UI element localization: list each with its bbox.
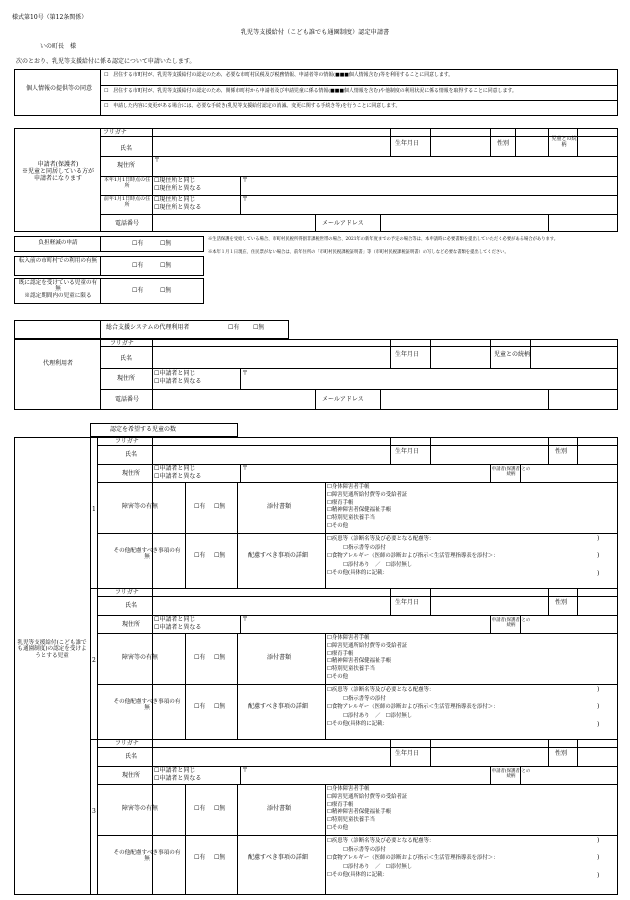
- child-care-no[interactable]: ☐無: [214, 552, 226, 559]
- rule-line: [325, 633, 326, 739]
- child-furigana-label: フリガナ: [115, 589, 139, 596]
- rule-line: [548, 389, 549, 410]
- child-care-line[interactable]: ☐添付あり ／ ☐添付無し: [327, 863, 413, 870]
- rule-line: [100, 214, 618, 215]
- child-address-label: 現住所: [122, 772, 141, 779]
- rule-line: [100, 339, 101, 410]
- child-disability-no[interactable]: ☐無: [214, 805, 226, 812]
- child-address-label: 現住所: [122, 621, 141, 628]
- paren: ): [597, 535, 600, 542]
- child-care-line[interactable]: ☐指示書等の添付: [327, 544, 386, 551]
- proxy-table: [14, 339, 618, 410]
- proxy-mail-label: メールアドレス: [322, 396, 364, 403]
- rule-line: [380, 389, 381, 410]
- postal-mark: 〒: [242, 465, 249, 472]
- rule-line: [515, 128, 516, 156]
- rule-line: [240, 368, 241, 389]
- applicant-name-label: 氏名: [120, 145, 133, 152]
- rule-line: [315, 214, 316, 232]
- child-doc-checkbox[interactable]: ☐その他: [327, 825, 349, 831]
- rule-line: [548, 588, 549, 615]
- child-doc-checkbox[interactable]: ☐障害児通所給付費等の受給者証: [327, 642, 408, 649]
- rule-line: [90, 437, 91, 895]
- rule-line: [152, 588, 153, 739]
- applicant-furigana-label: フリガナ: [103, 129, 127, 136]
- child-doc-checkbox[interactable]: ☐精神障害者保健福祉手帳: [327, 507, 392, 514]
- rule-line: [100, 368, 618, 369]
- intro-text: 次のとおり、乳児等支援給付に係る認定について申請いたします。: [16, 58, 196, 65]
- jan-diff-checkbox[interactable]: ☐現住所と異なる: [154, 185, 202, 192]
- child-care-yes[interactable]: ☐有: [194, 703, 206, 710]
- applicant-tel-label: 電話番号: [115, 220, 140, 227]
- rule-line: [430, 588, 431, 615]
- child-doc-checkbox[interactable]: ☐身体障害者手帳: [327, 484, 370, 490]
- dashed-line: [97, 445, 387, 446]
- child-care-label: その他配慮すべき事項の有無: [113, 548, 181, 561]
- rule-line: [90, 739, 618, 740]
- child-furigana-label: フリガナ: [115, 740, 139, 747]
- child-birth-label: 生年月日: [395, 448, 420, 455]
- child-diff-checkbox[interactable]: ☐申請者と異なる: [154, 624, 202, 631]
- rule-line: [240, 615, 241, 633]
- rule-line: [100, 128, 101, 232]
- option-no-checkbox-2[interactable]: ☐無: [160, 262, 172, 269]
- child-count-label: 認定を希望する児童の数: [110, 426, 177, 433]
- rule-line: [100, 389, 618, 390]
- rule-line: [530, 339, 531, 368]
- child-doc-checkbox[interactable]: ☐療育手帳: [327, 499, 354, 506]
- child-care-line[interactable]: ☐食物アレルギー（医師の診断および指示＜生活管理指導表を添付＞：: [327, 704, 499, 711]
- child-address-label: 現住所: [122, 470, 141, 477]
- child-doc-checkbox[interactable]: ☐障害児通所給付費等の受給者証: [327, 491, 408, 498]
- child-doc-checkbox[interactable]: ☐特別児童扶養手当: [327, 817, 375, 824]
- applicant-gender-label: 性別: [497, 140, 510, 147]
- child-care-label: その他配慮すべき事項の有無: [113, 850, 181, 863]
- proxy-yes-checkbox[interactable]: ☐有: [228, 324, 240, 331]
- consent-checkbox-1[interactable]: ☐ 居住する市町村が、乳児等支援給付の認定のため、必要な市町村民税及び税務情報、申請者等の情報(■■■個人情報含む)等を利用することに同意します。: [104, 72, 454, 78]
- applicant-note-2: ※本年１月１日現在、住民票がない場合は、前年住所の「市町村民税課税証明書」等（市町村民税課税証明書）の写しなど必要な書類を提出してください。: [208, 250, 509, 255]
- rule-line: [548, 739, 549, 766]
- rule-line: [152, 437, 153, 588]
- rule-line: [152, 339, 153, 410]
- rule-line: [315, 389, 316, 410]
- jan-same-checkbox[interactable]: ☐現住所と同じ: [154, 177, 196, 184]
- rule-line: [90, 588, 618, 589]
- child-same-checkbox[interactable]: ☐申請者と同じ: [154, 465, 196, 472]
- child-care-line[interactable]: ☐疾患等（診断名等及び必要となる配慮等：: [327, 536, 435, 542]
- child-relation-label: 申請者(保護者)との続柄: [491, 467, 531, 478]
- dashed-line: [100, 346, 390, 347]
- child-care-line[interactable]: ☐指示書等の添付: [327, 695, 386, 702]
- child-doc-checkbox[interactable]: ☐特別児童扶養手当: [327, 666, 375, 673]
- proxy-diff-checkbox[interactable]: ☐申請者と異なる: [154, 378, 202, 385]
- child-same-checkbox[interactable]: ☐申請者と同じ: [154, 616, 196, 623]
- proxy-system-label: 総合支援システムの代理利用者: [106, 324, 190, 331]
- proxy-same-checkbox[interactable]: ☐申請者と同じ: [154, 370, 196, 377]
- proxy-relation-label: 児童との続柄: [494, 351, 531, 358]
- consent-checkbox-2[interactable]: ☐ 居住する市町村が、乳児等支援給付の認定のため、関係市町村から申請者及び申請児童に係る情報(■■■個人情報を含む)や他制度の利用状況に係る情報を取得することに同意します。: [104, 87, 517, 94]
- paren: ): [597, 686, 600, 693]
- child-disability-label: 障害等の有無: [122, 654, 159, 661]
- rule-line: [97, 482, 618, 483]
- child-number-1: 1: [92, 506, 96, 513]
- rule-line: [100, 278, 101, 304]
- rule-line: [97, 739, 98, 895]
- paren: ): [597, 854, 600, 861]
- applicant-option-label-2: 転入前の市町村での利用の有無: [18, 258, 98, 264]
- child-care-yes[interactable]: ☐有: [194, 552, 206, 559]
- rule-line: [390, 588, 391, 615]
- rule-line: [390, 437, 391, 464]
- child-doc-checkbox[interactable]: ☐その他: [327, 674, 349, 680]
- children-table: [14, 437, 618, 895]
- rule-line: [380, 214, 381, 232]
- child-care-detail-label: 配慮すべき事項の詳細: [248, 703, 308, 710]
- applicant-mail-label: メールアドレス: [322, 220, 364, 227]
- child-gender-label: 性別: [555, 448, 568, 455]
- paren: ): [597, 703, 600, 710]
- option-yes-checkbox-1[interactable]: ☐有: [132, 240, 144, 247]
- rule-line: [185, 633, 186, 739]
- rule-line: [577, 588, 578, 615]
- rule-line: [152, 739, 153, 895]
- rule-line: [185, 482, 186, 588]
- rule-line: [100, 156, 618, 157]
- child-doc-checkbox[interactable]: ☐その他: [327, 523, 349, 529]
- child-disability-label: 障害等の有無: [122, 805, 159, 812]
- option-yes-checkbox-2[interactable]: ☐有: [132, 262, 144, 269]
- proxy-birth-label: 生年月日: [395, 351, 420, 358]
- child-care-no[interactable]: ☐無: [214, 703, 226, 710]
- child-care-detail-label: 配慮すべき事項の詳細: [248, 854, 308, 861]
- child-diff-checkbox[interactable]: ☐申請者と異なる: [154, 473, 202, 480]
- child-doc-checkbox[interactable]: ☐療育手帳: [327, 650, 354, 657]
- rule-line: [548, 437, 549, 464]
- child-name-label: 氏名: [125, 753, 138, 760]
- rule-line: [100, 236, 101, 252]
- rule-line: [185, 784, 186, 895]
- rule-line: [97, 684, 618, 685]
- postal-mark: 〒: [242, 177, 249, 184]
- child-disability-yes[interactable]: ☐有: [194, 503, 206, 510]
- rule-line: [490, 128, 491, 156]
- rule-line: [237, 784, 238, 895]
- rule-line: [100, 320, 101, 339]
- rule-line: [237, 633, 238, 739]
- rule-line: [325, 784, 326, 895]
- child-care-line[interactable]: ☐食物アレルギー（医師の診断および指示＜生活管理指導表を添付＞：: [327, 855, 499, 862]
- postal-mark: 〒: [242, 767, 249, 774]
- form-number: 様式第10号（第12条関係）: [12, 14, 88, 21]
- child-relation-label: 申請者(保護者)との続柄: [491, 769, 531, 780]
- option-no-checkbox-3[interactable]: ☐無: [160, 287, 172, 294]
- child-furigana-label: フリガナ: [115, 438, 139, 445]
- applicant-birth-label: 生年月日: [395, 140, 420, 147]
- applicant-note-1: ※生活保護を受給している場合、市町村民税所得割非課税世帯の場合、2021年の新年度までの予定の場合等は、本申請時に必要書類を提出していただく必要がある場合があります。: [208, 237, 559, 242]
- proxy-address-label: 現住所: [117, 375, 136, 382]
- prev-jan-address-label: 前年1月1日時点の住所: [103, 196, 151, 208]
- consent-label: 個人情報の提供等の同意: [25, 85, 92, 92]
- rule-line: [100, 100, 618, 101]
- applicant-address-label: 現住所: [117, 162, 136, 169]
- rule-line: [325, 482, 326, 588]
- paren: ): [597, 570, 600, 577]
- child-same-checkbox[interactable]: ☐申請者と同じ: [154, 767, 196, 774]
- child-care-line[interactable]: ☐指示書等の添付: [327, 846, 386, 853]
- applicant-option-label-1: 負担軽減の申請: [38, 240, 78, 246]
- postal-mark: 〒: [242, 616, 249, 623]
- child-relation-label: 申請者(保護者)との続柄: [491, 618, 531, 629]
- child-care-line[interactable]: ☐その他(具体的に記載：: [327, 872, 388, 879]
- rule-line: [97, 784, 618, 785]
- rule-line: [430, 339, 431, 368]
- applicant-side-label: 申請者(保護者) ※児童と同居している方が申請者になります: [21, 161, 94, 182]
- child-disability-label: 障害等の有無: [122, 503, 159, 510]
- rule-line: [100, 85, 618, 86]
- child-number-3: 3: [92, 808, 96, 815]
- child-disability-yes[interactable]: ☐有: [194, 654, 206, 661]
- child-doc-checkbox[interactable]: ☐療育手帳: [327, 801, 354, 808]
- postal-mark: 〒: [154, 157, 161, 164]
- child-name-label: 氏名: [125, 451, 138, 458]
- rule-line: [390, 128, 391, 156]
- child-doc-checkbox[interactable]: ☐精神障害者保健福祉手帳: [327, 658, 392, 665]
- addressee: いの町長 様: [40, 43, 77, 50]
- child-number-2: 2: [92, 657, 96, 664]
- rule-line: [100, 69, 101, 116]
- applicant-option-label-3: 既に認定を受けている児童の有無 ※認定期間内の児童に限る: [18, 280, 98, 299]
- rule-line: [577, 739, 578, 766]
- rule-line: [490, 339, 491, 368]
- paren: ): [597, 552, 600, 559]
- rule-line: [97, 533, 618, 534]
- children-side-label: 乳児等支援給付(こども誰でも通園制度)の認定を受けようとする児童: [17, 640, 87, 659]
- proxy-tel-label: 電話番号: [115, 396, 140, 403]
- rule-line: [97, 835, 618, 836]
- rule-line: [430, 128, 431, 156]
- rule-line: [548, 214, 549, 232]
- child-doc-checkbox[interactable]: ☐障害児通所給付費等の受給者証: [327, 793, 408, 800]
- child-name-label: 氏名: [125, 602, 138, 609]
- child-doc-checkbox[interactable]: ☐身体障害者手帳: [327, 635, 370, 641]
- proxy-furigana-label: フリガナ: [110, 340, 134, 347]
- child-doc-checkbox[interactable]: ☐精神障害者保健福祉手帳: [327, 809, 392, 816]
- rule-line: [390, 339, 391, 368]
- proxy-no-checkbox[interactable]: ☐無: [253, 324, 265, 331]
- child-disability-no[interactable]: ☐無: [214, 503, 226, 510]
- option-yes-checkbox-3[interactable]: ☐有: [132, 287, 144, 294]
- child-birth-label: 生年月日: [395, 599, 420, 606]
- postal-mark: 〒: [242, 196, 249, 203]
- child-disability-yes[interactable]: ☐有: [194, 805, 206, 812]
- applicant-relation-label: 児童との続柄: [551, 136, 577, 148]
- rule-line: [97, 437, 98, 588]
- consent-checkbox-3[interactable]: ☐ 申請した内容に変更がある場合には、必要な手続き(乳児等支援給付認定の消滅、変更に関する手続き等)を行うことに同意します。: [104, 103, 401, 109]
- rule-line: [97, 633, 618, 634]
- paren: ): [597, 837, 600, 844]
- child-docs-label: 添付書類: [267, 503, 292, 510]
- child-docs-label: 添付書類: [267, 654, 292, 661]
- rule-line: [97, 588, 98, 739]
- child-docs-label: 添付書類: [267, 805, 292, 812]
- child-care-label: その他配慮すべき事項の有無: [113, 699, 181, 712]
- child-care-line[interactable]: ☐添付あり ／ ☐添付無し: [327, 561, 413, 568]
- child-care-yes[interactable]: ☐有: [194, 854, 206, 861]
- child-care-line[interactable]: ☐疾患等（診断名等及び必要となる配慮等：: [327, 687, 435, 693]
- rule-line: [237, 482, 238, 588]
- child-doc-checkbox[interactable]: ☐身体障害者手帳: [327, 786, 370, 792]
- dashed-line: [100, 136, 390, 137]
- dashed-line: [97, 596, 387, 597]
- rule-line: [548, 128, 549, 156]
- child-care-line[interactable]: ☐その他(具体的に記載：: [327, 570, 388, 577]
- rule-line: [430, 437, 431, 464]
- rule-line: [100, 256, 101, 276]
- child-care-line[interactable]: ☐疾患等（診断名等及び必要となる配慮等：: [327, 838, 435, 844]
- rule-line: [390, 739, 391, 766]
- child-birth-label: 生年月日: [395, 750, 420, 757]
- child-disability-no[interactable]: ☐無: [214, 654, 226, 661]
- form-title: 乳児等支援給付（こども誰でも通園制度）認定申請書: [240, 29, 390, 36]
- rule-line: [577, 437, 578, 464]
- paren: ): [597, 872, 600, 879]
- dashed-line: [97, 747, 387, 748]
- rule-line: [430, 739, 431, 766]
- prev-same-checkbox[interactable]: ☐現住所と同じ: [154, 196, 196, 203]
- child-care-no[interactable]: ☐無: [214, 854, 226, 861]
- child-gender-label: 性別: [555, 750, 568, 757]
- rule-line: [240, 766, 241, 784]
- prev-diff-checkbox[interactable]: ☐現住所と異なる: [154, 204, 202, 211]
- child-care-detail-label: 配慮すべき事項の詳細: [248, 552, 308, 559]
- option-no-checkbox-1[interactable]: ☐無: [160, 240, 172, 247]
- jan-address-label: 本年1月1日時点の住所: [103, 177, 151, 189]
- proxy-name-label: 氏名: [120, 355, 133, 362]
- rule-line: [240, 176, 241, 214]
- child-diff-checkbox[interactable]: ☐申請者と異なる: [154, 775, 202, 782]
- rule-line: [240, 464, 241, 482]
- postal-mark: 〒: [242, 370, 249, 377]
- child-doc-checkbox[interactable]: ☐特別児童扶養手当: [327, 515, 375, 522]
- rule-line: [152, 128, 153, 232]
- proxy-side-label: 代理利用者: [42, 360, 73, 367]
- child-care-line[interactable]: ☐食物アレルギー（医師の診断および指示＜生活管理指導表を添付＞：: [327, 553, 499, 560]
- child-care-line[interactable]: ☐その他(具体的に記載：: [327, 721, 388, 728]
- child-care-line[interactable]: ☐添付あり ／ ☐添付無し: [327, 712, 413, 719]
- paren: ): [597, 721, 600, 728]
- child-gender-label: 性別: [555, 599, 568, 606]
